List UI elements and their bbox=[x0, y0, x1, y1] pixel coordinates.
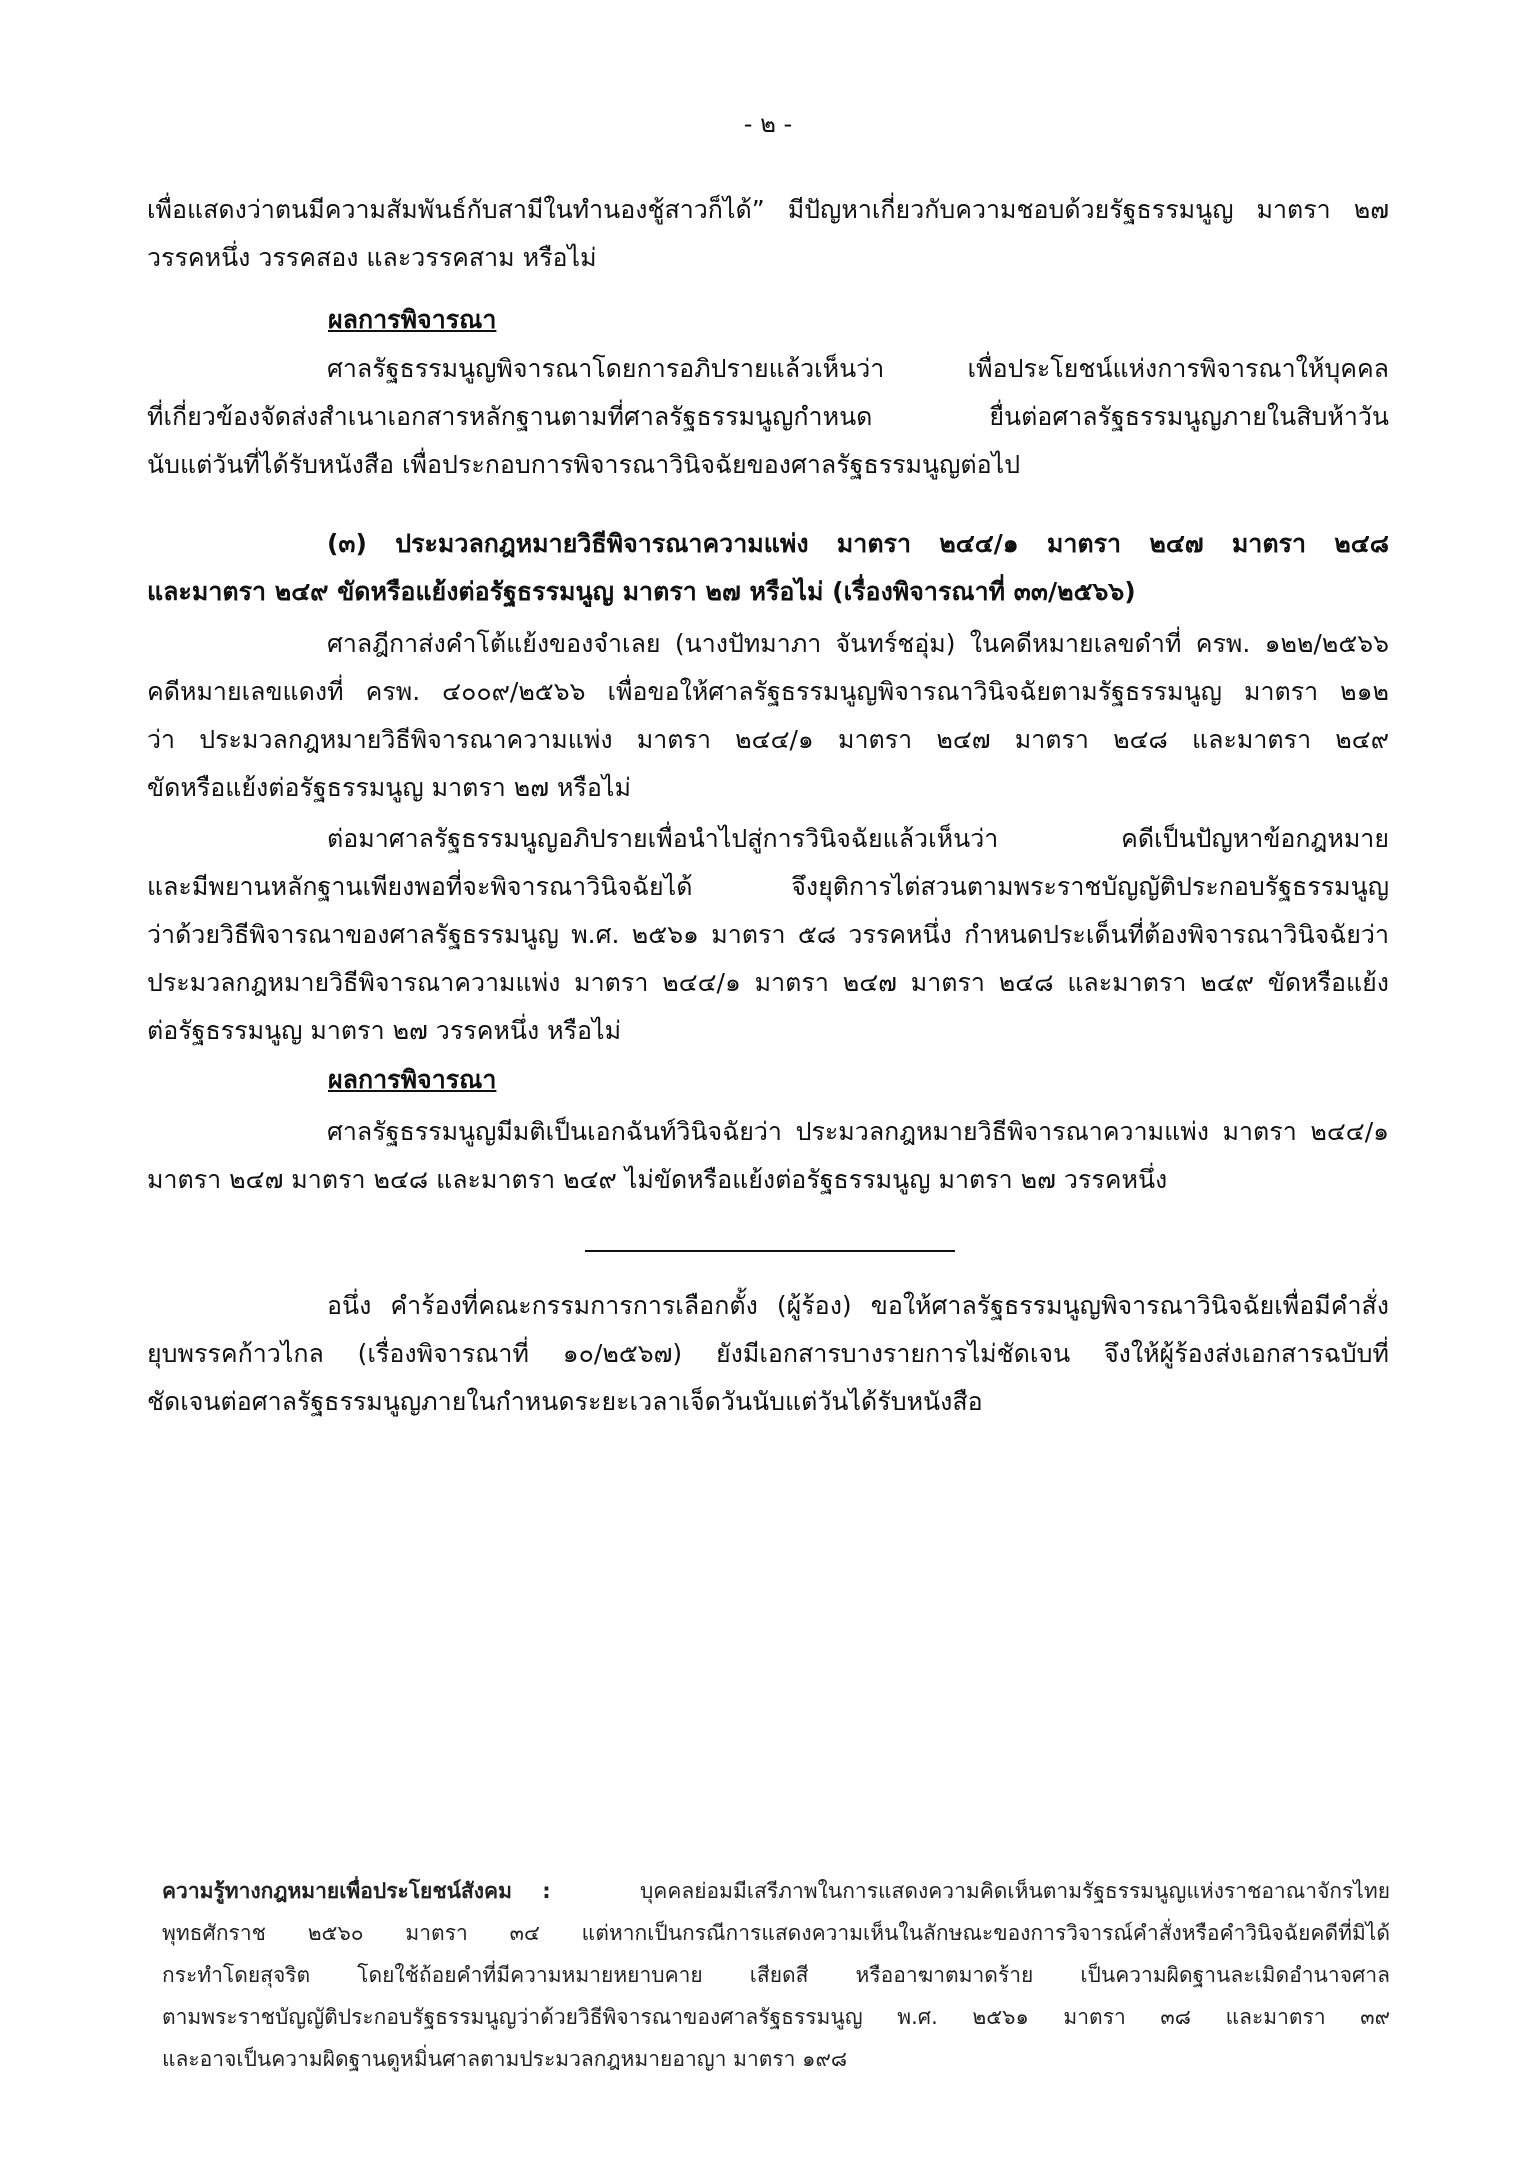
page-number: - ๒ - bbox=[743, 110, 793, 138]
text-line: และมีพยานหลักฐานเพียงพอที่จะพิจารณาวินิจฉัยได้ จึงยุติการไต่สวนตามพระราชบัญญัติประกอบรัฐธรรมนูญ bbox=[147, 872, 1389, 901]
section-heading-result: ผลการพิจารณา bbox=[328, 305, 497, 334]
footer-line: พุทธศักราช ๒๕๖๐ มาตรา ๓๔ แต่หากเป็นกรณีการแสดงความเห็นในลักษณะของการวิจารณ์คำสั่งหรือคำวินิจฉัยคดีที่มิได้ bbox=[162, 1921, 1390, 1945]
text-line: ว่า ประมวลกฎหมายวิธีพิจารณาความแพ่ง มาตรา ๒๔๔/๑ มาตรา ๒๔๗ มาตรา ๒๔๘ และมาตรา ๒๔๙ bbox=[147, 725, 1389, 754]
text-line: มาตรา ๒๔๗ มาตรา ๒๔๘ และมาตรา ๒๔๙ ไม่ขัดหรือแย้งต่อรัฐธรรมนูญ มาตรา ๒๗ วรรคหนึ่ง bbox=[147, 1165, 1168, 1194]
footer-text: บุคคลย่อมมีเสรีภาพในการแสดงความคิดเห็นตามรัฐธรรมนูญแห่งราชอาณาจักรไทย bbox=[639, 1879, 1391, 1903]
paragraph-result-2 bbox=[147, 1108, 1389, 1204]
text-line: วรรคหนึ่ง วรรคสอง และวรรคสาม หรือไม่ bbox=[147, 243, 597, 272]
text-line: เพื่อแสดงว่าตนมีความสัมพันธ์กับสามีในทำนองชู้สาวก็ได้” มีปัญหาเกี่ยวกับความชอบด้วยรัฐธรรมนูญ มาตรา ๒๗ bbox=[147, 195, 1389, 224]
case-heading bbox=[147, 520, 1389, 616]
footer-line: กระทำโดยสุจริต โดยใช้ถ้อยคำที่มีความหมายหยาบคาย เสียดสี หรืออาฆาตมาดร้าย เป็นความผิดฐานละเมิดอำนาจศาล bbox=[162, 1963, 1390, 1987]
section-divider bbox=[585, 1250, 955, 1252]
paragraph-continuation bbox=[147, 186, 1389, 282]
text-line: ที่เกี่ยวข้องจัดส่งสำเนาเอกสารหลักฐานตามที่ศาลรัฐธรรมนูญกำหนด ยื่นต่อศาลรัฐธรรมนูญภายในสิบห้าวัน bbox=[147, 402, 1389, 431]
paragraph-note bbox=[147, 1282, 1389, 1426]
legal-knowledge-footer bbox=[162, 1870, 1390, 2080]
paragraph-case-facts bbox=[147, 620, 1389, 812]
text-line: ชัดเจนต่อศาลรัฐธรรมนูญภายในกำหนดระยะเวลาเจ็ดวันนับแต่วันได้รับหนังสือ bbox=[147, 1387, 983, 1416]
footer-line: และอาจเป็นความผิดฐานดูหมิ่นศาลตามประมวลกฎหมายอาญา มาตรา ๑๙๘ bbox=[162, 2047, 848, 2071]
text-line: นับแต่วันที่ได้รับหนังสือ เพื่อประกอบการพิจารณาวินิจฉัยของศาลรัฐธรรมนูญต่อไป bbox=[147, 450, 1021, 479]
section-heading-result-2: ผลการพิจารณา bbox=[328, 1065, 497, 1094]
text-line: ยุบพรรคก้าวไกล (เรื่องพิจารณาที่ ๑๐/๒๕๖๗) ยังมีเอกสารบางรายการไม่ชัดเจน จึงให้ผู้ร้องส่งเอกสารฉบับที่ bbox=[147, 1339, 1389, 1368]
text-line: ต่อมาศาลรัฐธรรมนูญอภิปรายเพื่อนำไปสู่การวินิจฉัยแล้วเห็นว่า คดีเป็นปัญหาข้อกฎหมาย bbox=[327, 824, 1389, 853]
text-line: ศาลรัฐธรรมนูญพิจารณาโดยการอภิปรายแล้วเห็นว่า เพื่อประโยชน์แห่งการพิจารณาให้บุคคล bbox=[327, 354, 1389, 383]
text-line: ว่าด้วยวิธีพิจารณาของศาลรัฐธรรมนูญ พ.ศ. ๒๕๖๑ มาตรา ๕๘ วรรคหนึ่ง กำหนดประเด็นที่ต้องพิจารณาวินิจฉัยว่า bbox=[147, 920, 1389, 949]
paragraph-result-1 bbox=[147, 345, 1389, 489]
text-line: ศาลฎีกาส่งคำโต้แย้งของจำเลย (นางปัทมาภา จันทร์ชอุ่ม) ในคดีหมายเลขดำที่ ครพ. ๑๒๒/๒๕๖๖ bbox=[327, 629, 1389, 658]
footer-label: ความรู้ทางกฎหมายเพื่อประโยชน์สังคม : bbox=[162, 1879, 551, 1903]
text-line: ขัดหรือแย้งต่อรัฐธรรมนูญ มาตรา ๒๗ หรือไม่ bbox=[147, 773, 631, 802]
text-line: ประมวลกฎหมายวิธีพิจารณาความแพ่ง มาตรา ๒๔๔/๑ มาตรา ๒๔๗ มาตรา ๒๔๘ และมาตรา ๒๔๙ ขัดหรือแย้ง bbox=[147, 968, 1389, 997]
footer-line: ตามพระราชบัญญัติประกอบรัฐธรรมนูญว่าด้วยวิธีพิจารณาของศาลรัฐธรรมนูญ พ.ศ. ๒๕๖๑ มาตรา ๓๘ และมาตรา ๓๙ bbox=[162, 2005, 1390, 2029]
paragraph-case-deliberation bbox=[147, 815, 1389, 1055]
footer-line bbox=[162, 1870, 1390, 1912]
text-line: อนึ่ง คำร้องที่คณะกรรมการการเลือกตั้ง (ผู้ร้อง) ขอให้ศาลรัฐธรรมนูญพิจารณาวินิจฉัยเพื่อมีคำสั่ง bbox=[327, 1291, 1389, 1320]
text-line: (๓) ประมวลกฎหมายวิธีพิจารณาความแพ่ง มาตรา ๒๔๔/๑ มาตรา ๒๔๗ มาตรา ๒๔๘ bbox=[327, 529, 1389, 558]
text-line: ต่อรัฐธรรมนูญ มาตรา ๒๗ วรรคหนึ่ง หรือไม่ bbox=[147, 1016, 622, 1045]
text-line: คดีหมายเลขแดงที่ ครพ. ๔๐๐๙/๒๕๖๖ เพื่อขอให้ศาลรัฐธรรมนูญพิจารณาวินิจฉัยตามรัฐธรรมนูญ มาตรา ๒๑๒ bbox=[147, 677, 1389, 706]
text-line: ศาลรัฐธรรมนูญมีมติเป็นเอกฉันท์วินิจฉัยว่า ประมวลกฎหมายวิธีพิจารณาความแพ่ง มาตรา ๒๔๔/๑ bbox=[327, 1117, 1389, 1146]
text-line: และมาตรา ๒๔๙ ขัดหรือแย้งต่อรัฐธรรมนูญ มาตรา ๒๗ หรือไม่ (เรื่องพิจารณาที่ ๓๓/๒๕๖๖) bbox=[147, 577, 1136, 606]
